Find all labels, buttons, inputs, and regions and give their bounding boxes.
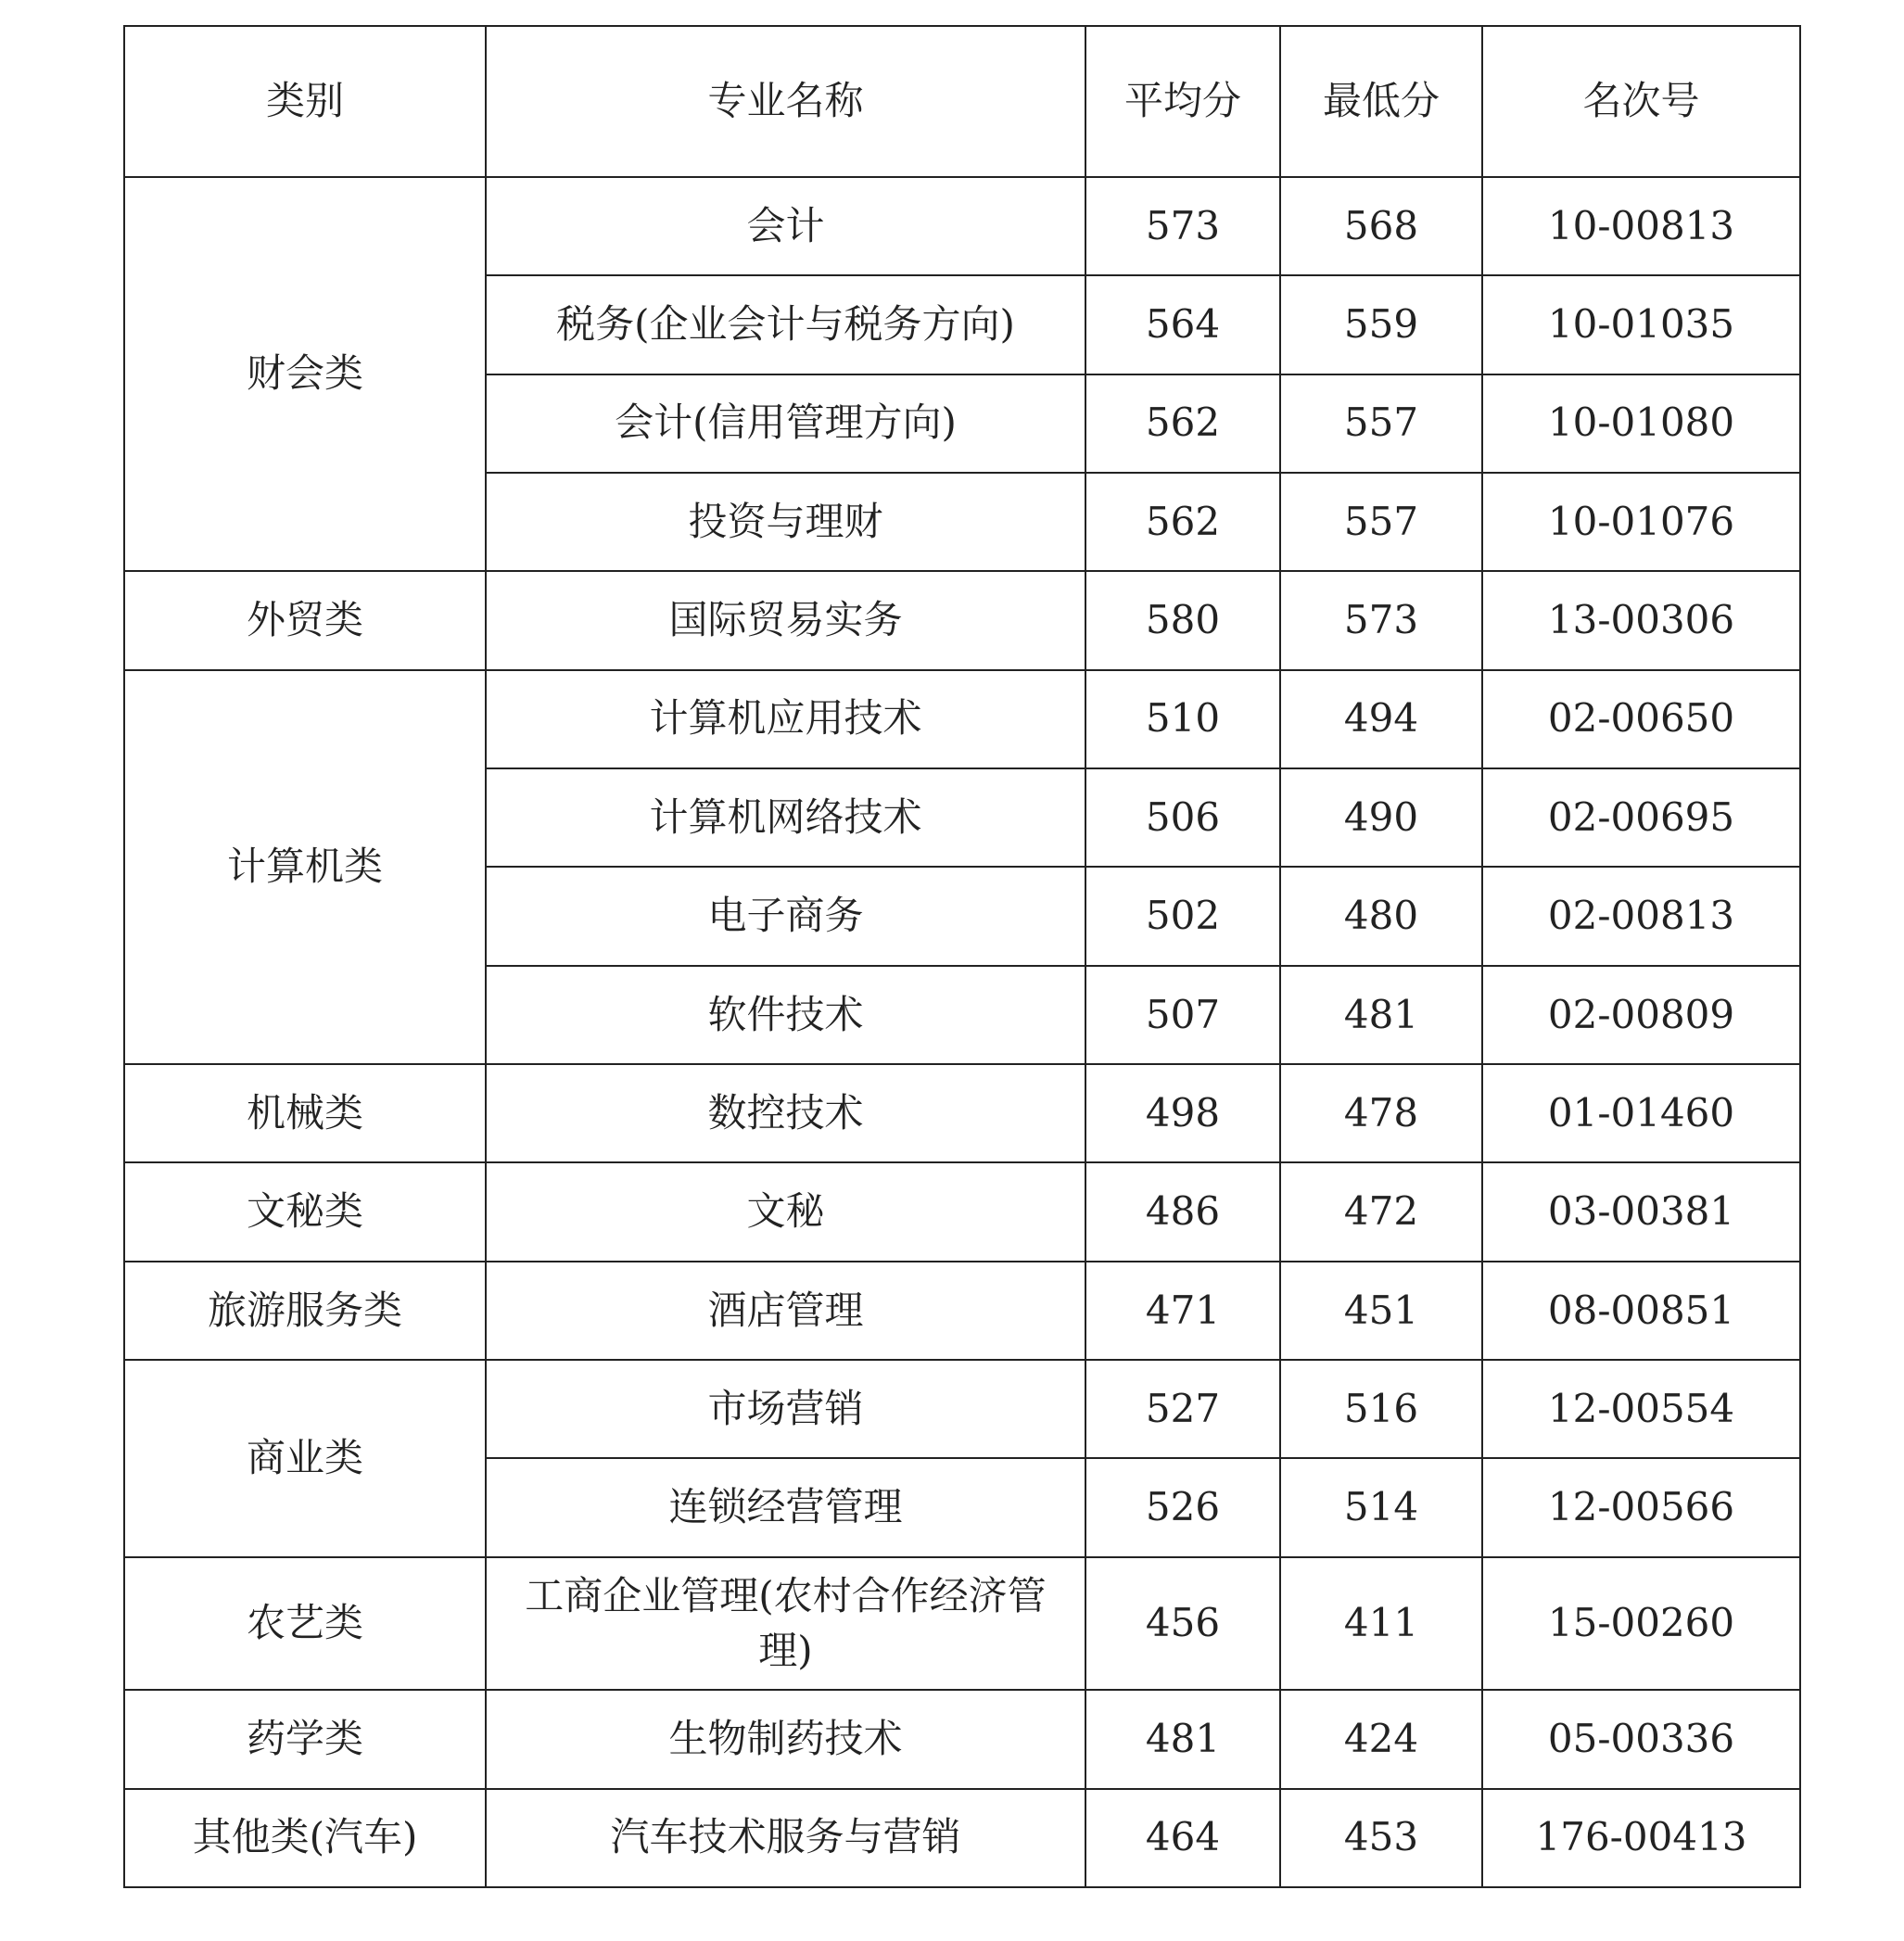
category-cell: 药学类	[124, 1690, 486, 1788]
rank-number-cell: 02-00650	[1482, 670, 1800, 768]
average-score-cell: 510	[1085, 670, 1280, 768]
rank-number-cell: 02-00695	[1482, 768, 1800, 867]
table-body	[124, 177, 1800, 1887]
minimum-score-cell: 494	[1280, 670, 1482, 768]
minimum-score-cell: 480	[1280, 867, 1482, 965]
major-cell: 数控技术	[486, 1064, 1085, 1162]
table-row	[124, 670, 1800, 768]
header-category: 类别	[124, 26, 486, 177]
minimum-score-cell: 490	[1280, 768, 1482, 867]
category-cell: 计算机类	[124, 670, 486, 1064]
major-cell: 酒店管理	[486, 1262, 1085, 1360]
minimum-score-cell: 557	[1280, 473, 1482, 571]
header-rank-number: 名次号	[1482, 26, 1800, 177]
category-cell: 农艺类	[124, 1557, 486, 1690]
category-cell: 文秘类	[124, 1162, 486, 1261]
average-score-cell: 498	[1085, 1064, 1280, 1162]
minimum-score-cell: 559	[1280, 275, 1482, 374]
rank-number-cell: 10-01080	[1482, 374, 1800, 473]
table-row	[124, 1064, 1800, 1162]
category-cell: 商业类	[124, 1360, 486, 1557]
minimum-score-cell: 411	[1280, 1557, 1482, 1690]
major-cell: 税务(企业会计与税务方向)	[486, 275, 1085, 374]
average-score-cell: 526	[1085, 1458, 1280, 1556]
major-cell: 文秘	[486, 1162, 1085, 1261]
rank-number-cell: 10-01035	[1482, 275, 1800, 374]
minimum-score-cell: 478	[1280, 1064, 1482, 1162]
rank-number-cell: 02-00809	[1482, 966, 1800, 1064]
table-row	[124, 571, 1800, 669]
average-score-cell: 527	[1085, 1360, 1280, 1458]
header-minimum-score: 最低分	[1280, 26, 1482, 177]
minimum-score-cell: 481	[1280, 966, 1482, 1064]
category-cell: 外贸类	[124, 571, 486, 669]
rank-number-cell: 05-00336	[1482, 1690, 1800, 1788]
table-row	[124, 1162, 1800, 1261]
average-score-cell: 562	[1085, 473, 1280, 571]
major-cell: 软件技术	[486, 966, 1085, 1064]
category-cell: 机械类	[124, 1064, 486, 1162]
rank-number-cell: 15-00260	[1482, 1557, 1800, 1690]
average-score-cell: 562	[1085, 374, 1280, 473]
minimum-score-cell: 557	[1280, 374, 1482, 473]
table-row	[124, 1690, 1800, 1788]
average-score-cell: 464	[1085, 1789, 1280, 1887]
rank-number-cell: 10-01076	[1482, 473, 1800, 571]
table-row	[124, 1557, 1800, 1690]
score-table	[123, 25, 1801, 1888]
average-score-cell: 456	[1085, 1557, 1280, 1690]
table-header	[124, 26, 1800, 177]
major-cell: 投资与理财	[486, 473, 1085, 571]
rank-number-cell: 12-00566	[1482, 1458, 1800, 1556]
rank-number-cell: 176-00413	[1482, 1789, 1800, 1887]
table-row	[124, 177, 1800, 275]
category-cell: 其他类(汽车)	[124, 1789, 486, 1887]
header-average-score: 平均分	[1085, 26, 1280, 177]
rank-number-cell: 12-00554	[1482, 1360, 1800, 1458]
header-row	[124, 26, 1800, 177]
average-score-cell: 507	[1085, 966, 1280, 1064]
minimum-score-cell: 451	[1280, 1262, 1482, 1360]
major-cell: 生物制药技术	[486, 1690, 1085, 1788]
major-cell: 市场营销	[486, 1360, 1085, 1458]
major-cell: 电子商务	[486, 867, 1085, 965]
minimum-score-cell: 573	[1280, 571, 1482, 669]
major-cell: 计算机网络技术	[486, 768, 1085, 867]
rank-number-cell: 03-00381	[1482, 1162, 1800, 1261]
rank-number-cell: 02-00813	[1482, 867, 1800, 965]
average-score-cell: 486	[1085, 1162, 1280, 1261]
major-cell: 计算机应用技术	[486, 670, 1085, 768]
minimum-score-cell: 453	[1280, 1789, 1482, 1887]
minimum-score-cell: 514	[1280, 1458, 1482, 1556]
minimum-score-cell: 516	[1280, 1360, 1482, 1458]
average-score-cell: 573	[1085, 177, 1280, 275]
major-cell: 会计(信用管理方向)	[486, 374, 1085, 473]
rank-number-cell: 08-00851	[1482, 1262, 1800, 1360]
table-row	[124, 1789, 1800, 1887]
major-cell: 会计	[486, 177, 1085, 275]
rank-number-cell: 10-00813	[1482, 177, 1800, 275]
minimum-score-cell: 472	[1280, 1162, 1482, 1261]
minimum-score-cell: 424	[1280, 1690, 1482, 1788]
major-cell	[486, 1557, 1085, 1690]
average-score-cell: 564	[1085, 275, 1280, 374]
major-cell-text: 工商企业管理(农村合作经济管理)	[525, 1572, 1047, 1673]
average-score-cell: 580	[1085, 571, 1280, 669]
minimum-score-cell: 568	[1280, 177, 1482, 275]
rank-number-cell: 01-01460	[1482, 1064, 1800, 1162]
average-score-cell: 506	[1085, 768, 1280, 867]
major-cell: 汽车技术服务与营销	[486, 1789, 1085, 1887]
average-score-cell: 502	[1085, 867, 1280, 965]
category-cell: 财会类	[124, 177, 486, 571]
category-cell: 旅游服务类	[124, 1262, 486, 1360]
rank-number-cell: 13-00306	[1482, 571, 1800, 669]
average-score-cell: 471	[1085, 1262, 1280, 1360]
header-major: 专业名称	[486, 26, 1085, 177]
major-cell: 连锁经营管理	[486, 1458, 1085, 1556]
table-row	[124, 1360, 1800, 1458]
table-row	[124, 1262, 1800, 1360]
average-score-cell: 481	[1085, 1690, 1280, 1788]
major-cell: 国际贸易实务	[486, 571, 1085, 669]
